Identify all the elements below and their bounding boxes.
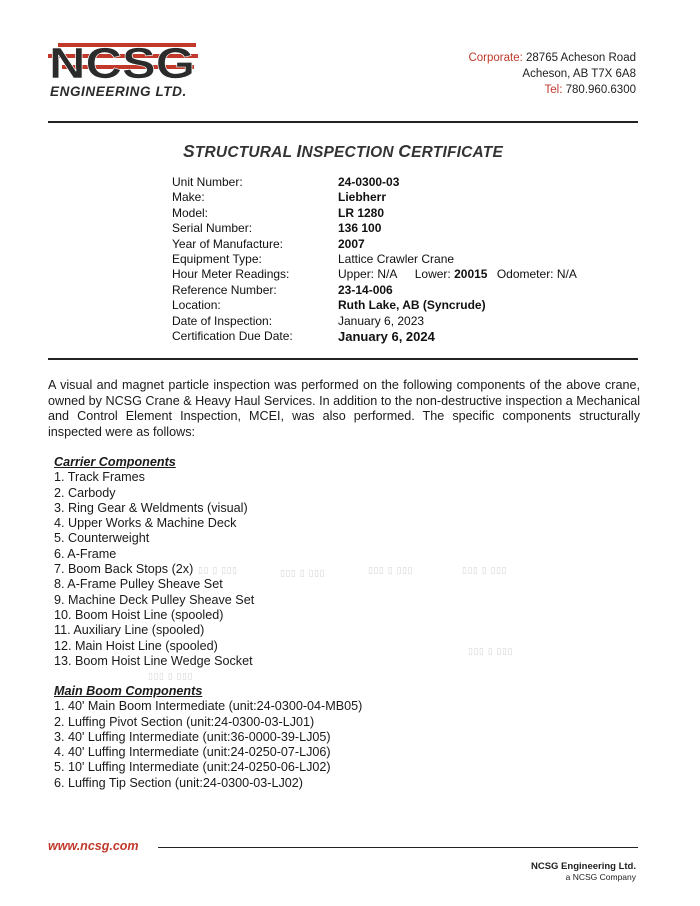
list-item: 3. 40' Luffing Intermediate (unit:36-0000-39-LJ05) <box>54 729 331 744</box>
title-word-2: NSPECTION <box>301 144 394 161</box>
year-value: 2007 <box>338 236 365 251</box>
title-cap-1: S <box>183 141 195 161</box>
info-label: Date of Inspection: <box>172 313 273 328</box>
info-label: Serial Number: <box>172 221 253 236</box>
lower-label: Lower: <box>414 267 451 282</box>
website-link[interactable]: www.ncsg.com <box>48 839 139 853</box>
company-logo <box>48 40 198 100</box>
info-label: Year of Manufacture: <box>172 236 283 251</box>
list-item: 13. Boom Hoist Line Wedge Socket <box>54 653 253 668</box>
title-word-1: TRUCTURAL <box>194 144 292 161</box>
list-item: 1. Track Frames <box>54 470 145 485</box>
header-divider <box>48 121 638 123</box>
intro-paragraph: A visual and magnet particle inspection was performed on the following components of the above crane, owned by NCSG Crane & Heavy Haul Services. In addition to the non-destructive inspection a Mechanical and Control Element Inspection, MCEI, was also performed. The specific components structurally inspected were as follows: <box>48 378 640 439</box>
make-value: Liebherr <box>338 190 387 205</box>
unit-number-value: 24-0300-03 <box>338 175 400 189</box>
title-word-3: ERTIFICATE <box>411 144 503 161</box>
upper-label: Upper: <box>338 267 375 282</box>
info-label: Certification Due Date: <box>172 328 293 343</box>
list-item: 9. Machine Deck Pulley Sheave Set <box>54 592 255 607</box>
footer-divider <box>158 847 638 848</box>
footer-company <box>531 861 636 883</box>
address-line-1: 28765 Acheson Road <box>526 52 636 64</box>
info-label: Model: <box>172 205 209 220</box>
list-item: 4. 40' Luffing Intermediate (unit:24-0250-07-LJ06) <box>54 745 331 760</box>
info-label: Hour Meter Readings: <box>172 267 290 282</box>
address-line-2: Acheson, AB T7X 6A8 <box>522 68 636 80</box>
list-item: 5. 10' Luffing Intermediate (unit:24-0250-06-LJ02) <box>54 760 331 775</box>
list-item: 5. Counterweight <box>54 531 150 546</box>
corporate-address <box>468 50 636 98</box>
upper-value: N/A <box>377 267 398 282</box>
odometer-label: Odometer: <box>496 267 554 282</box>
list-item: 1. 40' Main Boom Intermediate (unit:24-0300-04-MB05) <box>54 699 363 714</box>
model-value: LR 1280 <box>338 205 385 220</box>
serial-number-value: 136 100 <box>338 221 382 236</box>
ncsg-logo-mark <box>48 40 198 82</box>
boom-heading: Main Boom Components <box>54 684 203 698</box>
main-boom-components-section <box>54 684 362 791</box>
faint-stamp-mark: ▯▯▯ ▯ ▯▯▯ <box>368 566 413 576</box>
inspection-date-value: January 6, 2023 <box>338 313 425 328</box>
info-divider <box>48 358 638 360</box>
info-label: Make: <box>172 190 205 205</box>
logo-letters: NCSG <box>49 40 195 82</box>
info-label: Equipment Type: <box>172 251 262 266</box>
faint-stamp-mark: ▯▯▯ ▯ ▯▯▯ <box>462 566 507 576</box>
list-item: 2. Carbody <box>54 485 116 500</box>
faint-stamp-mark: ▯▯▯ ▯ ▯▯▯ <box>280 569 325 579</box>
logo-subtitle: ENGINEERING LTD. <box>50 84 187 99</box>
due-date-value: January 6, 2024 <box>338 328 435 344</box>
list-item: 6. A-Frame <box>54 546 117 561</box>
info-label: Unit Number: <box>172 175 243 189</box>
list-item: 4. Upper Works & Machine Deck <box>54 516 237 531</box>
tel-value: 780.960.6300 <box>565 84 636 96</box>
location-value: Ruth Lake, AB (Syncrude) <box>338 298 486 313</box>
odometer-value: N/A <box>556 267 577 282</box>
carrier-heading: Carrier Components <box>54 455 176 469</box>
list-item: 10. Boom Hoist Line (spooled) <box>54 607 224 622</box>
info-label: Location: <box>172 298 221 313</box>
footer-company-name: NCSG Engineering Ltd. <box>530 861 636 872</box>
faint-stamp-mark: ▯▯▯ ▯ ▯▯▯ <box>468 647 513 657</box>
list-item: 8. A-Frame Pulley Sheave Set <box>54 577 223 592</box>
list-item: 12. Main Hoist Line (spooled) <box>54 638 218 653</box>
footer-tagline: a NCSG Company <box>565 872 636 882</box>
lower-value: 20015 <box>454 267 488 282</box>
equipment-type-value: Lattice Crawler Crane <box>338 251 455 266</box>
faint-stamp-mark: ▯▯▯ ▯ ▯▯▯ <box>148 672 193 682</box>
tel-label: Tel: <box>544 84 563 96</box>
list-item: 2. Luffing Pivot Section (unit:24-0300-03-LJ01) <box>54 714 315 729</box>
list-item: 3. Ring Gear & Weldments (visual) <box>54 500 248 515</box>
certificate-title <box>48 141 638 162</box>
carrier-components-section <box>54 455 254 669</box>
list-item: 11. Auxiliary Line (spooled) <box>54 623 205 638</box>
hour-meter-values <box>338 267 577 282</box>
title-cap-2: I <box>296 141 302 161</box>
reference-number-value: 23-14-006 <box>338 282 393 297</box>
info-label: Reference Number: <box>172 282 277 297</box>
list-item: 7. Boom Back Stops (2x) <box>54 562 194 577</box>
title-cap-3: C <box>398 141 412 161</box>
corporate-label: Corporate: <box>468 52 523 64</box>
list-item: 6. Luffing Tip Section (unit:24-0300-03-LJ02) <box>54 775 304 790</box>
faint-stamp-mark: ▯▯ ▯ ▯▯▯ <box>198 566 238 576</box>
